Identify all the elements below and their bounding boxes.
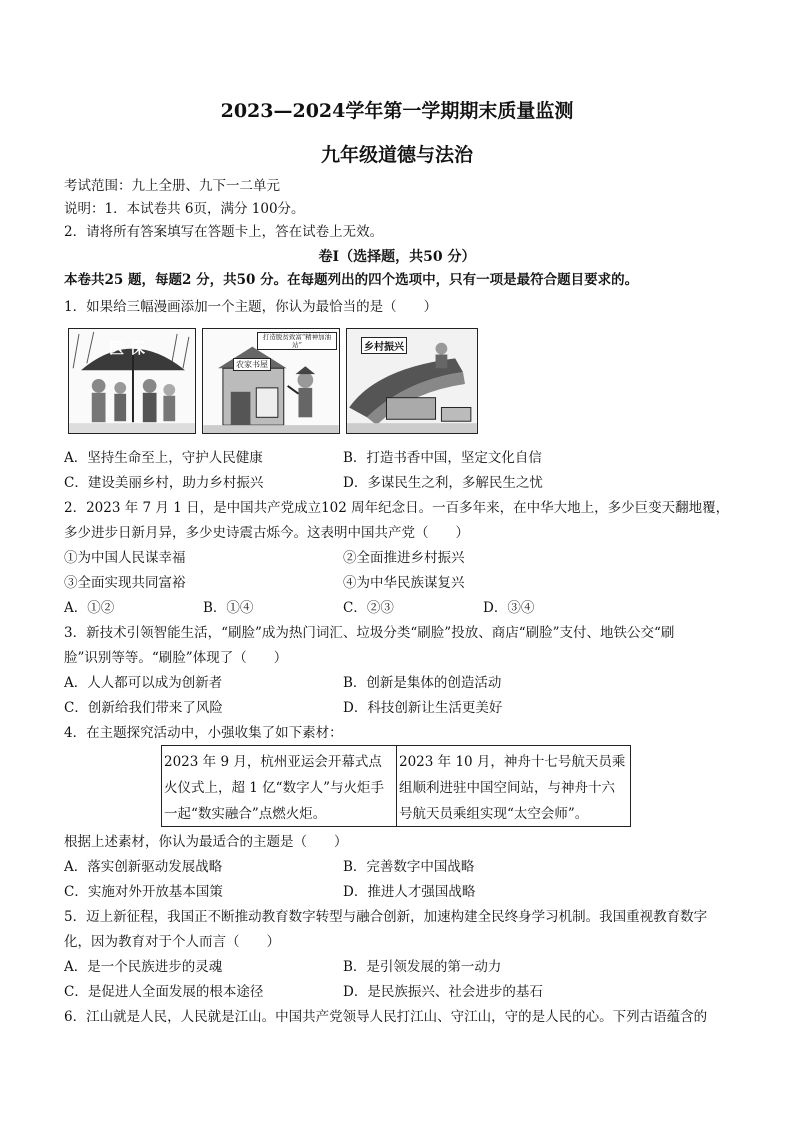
- comic-3-caption: 乡村振兴: [361, 337, 407, 354]
- q2-statement-1: ①为中国人民谋幸福: [64, 550, 186, 566]
- q4-material-1: 2023 年 9 月，杭州亚运会开幕式点火仪式上，超 1 亿“数字人”与火炬手一起“数实融合”点燃火炬。: [164, 754, 384, 822]
- q1-option-c[interactable]: C．建设美丽乡村，助力乡村振兴: [64, 475, 264, 491]
- q2-statement-3: ③全面实现共同富裕: [64, 575, 186, 591]
- comic-1-caption: 医保: [109, 339, 152, 357]
- section-title: 卷Ⅰ（选择题，共50 分）: [318, 249, 476, 265]
- q4-material-table: [161, 745, 631, 827]
- comic-panel-rural-revitalization: [346, 328, 478, 434]
- q4-material-2: 2023 年 10 月，神舟十七号航天员乘组顺利进驻中国空间站，与神舟十六号航天员乘组实现“太空会师”。: [396, 746, 630, 826]
- q2-option-a[interactable]: A．①②: [64, 600, 115, 616]
- exam-scope: 考试范围：九上全册、九下一二单元: [64, 178, 280, 194]
- q3-option-d[interactable]: D．科技创新让生活更美好: [343, 700, 503, 716]
- question-3-stem-line-1: 3．新技术引领智能生活，“刷脸”成为热门词汇、垃圾分类“刷脸”投放、商店“刷脸”支付、地铁公交“刷: [64, 625, 675, 641]
- q4-option-d[interactable]: D．推进人才强国战略: [343, 884, 476, 900]
- question-5-stem-line-2: 化，因为教育对于个人而言（ ）: [64, 934, 280, 950]
- q2-statement-4: ④为中华民族谋复兴: [343, 575, 465, 591]
- exam-note-2: 2．请将所有答案填写在答题卡上，答在试卷上无效。: [64, 224, 384, 240]
- question-4-prompt: 根据上述素材，你认为最适合的主题是（ ）: [64, 834, 348, 850]
- q1-option-b[interactable]: B．打造书香中国，坚定文化自信: [343, 450, 542, 466]
- comic-2-sign: 打造脱贫致富“精神加油站”: [257, 332, 337, 350]
- comic-2-label: 农家书屋: [233, 358, 271, 371]
- q2-option-c[interactable]: C．②③: [343, 600, 394, 616]
- comic-panel-reading-house: [202, 328, 340, 434]
- exam-title: 2023—2024学年第一学期期末质量监测: [220, 100, 574, 122]
- q2-statement-2: ②全面推进乡村振兴: [343, 550, 465, 566]
- q5-option-c[interactable]: C．是促进人全面发展的根本途径: [64, 984, 264, 1000]
- question-2-stem-line-1: 2．2023 年 7 月 1 日，是中国共产党成立102 周年纪念日。一百多年来，在中华大地上，多少巨变天翻地覆，: [64, 500, 730, 516]
- q3-option-a[interactable]: A．人人都可以成为创新者: [64, 675, 223, 691]
- comic-strip: [68, 328, 478, 434]
- question-4-stem: 4．在主题探究活动中，小强收集了如下素材：: [64, 725, 343, 741]
- q4-option-c[interactable]: C．实施对外开放基本国策: [64, 884, 223, 900]
- question-6-stem-line-1: 6．江山就是人民，人民就是江山。中国共产党领导人民打江山、守江山，守的是人民的心。下列古语蕴含的: [64, 1009, 708, 1025]
- exam-subject: 九年级道德与法治: [320, 144, 473, 166]
- question-5-stem-line-1: 5．迈上新征程，我国正不断推动教育数字转型与融合创新，加速构建全民终身学习机制。我国重视教育数字: [64, 909, 708, 925]
- q1-option-d[interactable]: D．多谋民生之利，多解民生之忧: [343, 475, 543, 491]
- q2-option-b[interactable]: B．①④: [203, 600, 254, 616]
- q3-option-b[interactable]: B．创新是集体的创造活动: [343, 675, 502, 691]
- q2-option-d[interactable]: D．③④: [483, 600, 535, 616]
- q3-option-c[interactable]: C．创新给我们带来了风险: [64, 700, 223, 716]
- question-1-stem: 1．如果给三幅漫画添加一个主题，你认为最恰当的是（ ）: [64, 299, 438, 315]
- q4-option-b[interactable]: B．完善数字中国战略: [343, 859, 475, 875]
- q5-option-a[interactable]: A．是一个民族进步的灵魂: [64, 959, 223, 975]
- q1-option-a[interactable]: A．坚持生命至上，守护人民健康: [64, 450, 263, 466]
- comic-panel-medical-insurance: [68, 328, 196, 434]
- q5-option-d[interactable]: D．是民族振兴、社会进步的基石: [343, 984, 543, 1000]
- exam-note-1: 说明：1．本试卷共 6页，满分 100分。: [64, 201, 305, 217]
- q4-option-a[interactable]: A．落实创新驱动发展战略: [64, 859, 223, 875]
- question-3-stem-line-2: 脸”识别等等。“刷脸”体现了（ ）: [64, 650, 288, 666]
- section-instruction: 本卷共25 题，每题2 分，共50 分。在每题列出的四个选项中，只有一项是最符合题目要求的。: [64, 272, 639, 288]
- q5-option-b[interactable]: B．是引领发展的第一动力: [343, 959, 502, 975]
- question-2-stem-line-2: 多少进步日新月异，多少史诗震古烁今。这表明中国共产党（ ）: [64, 525, 469, 541]
